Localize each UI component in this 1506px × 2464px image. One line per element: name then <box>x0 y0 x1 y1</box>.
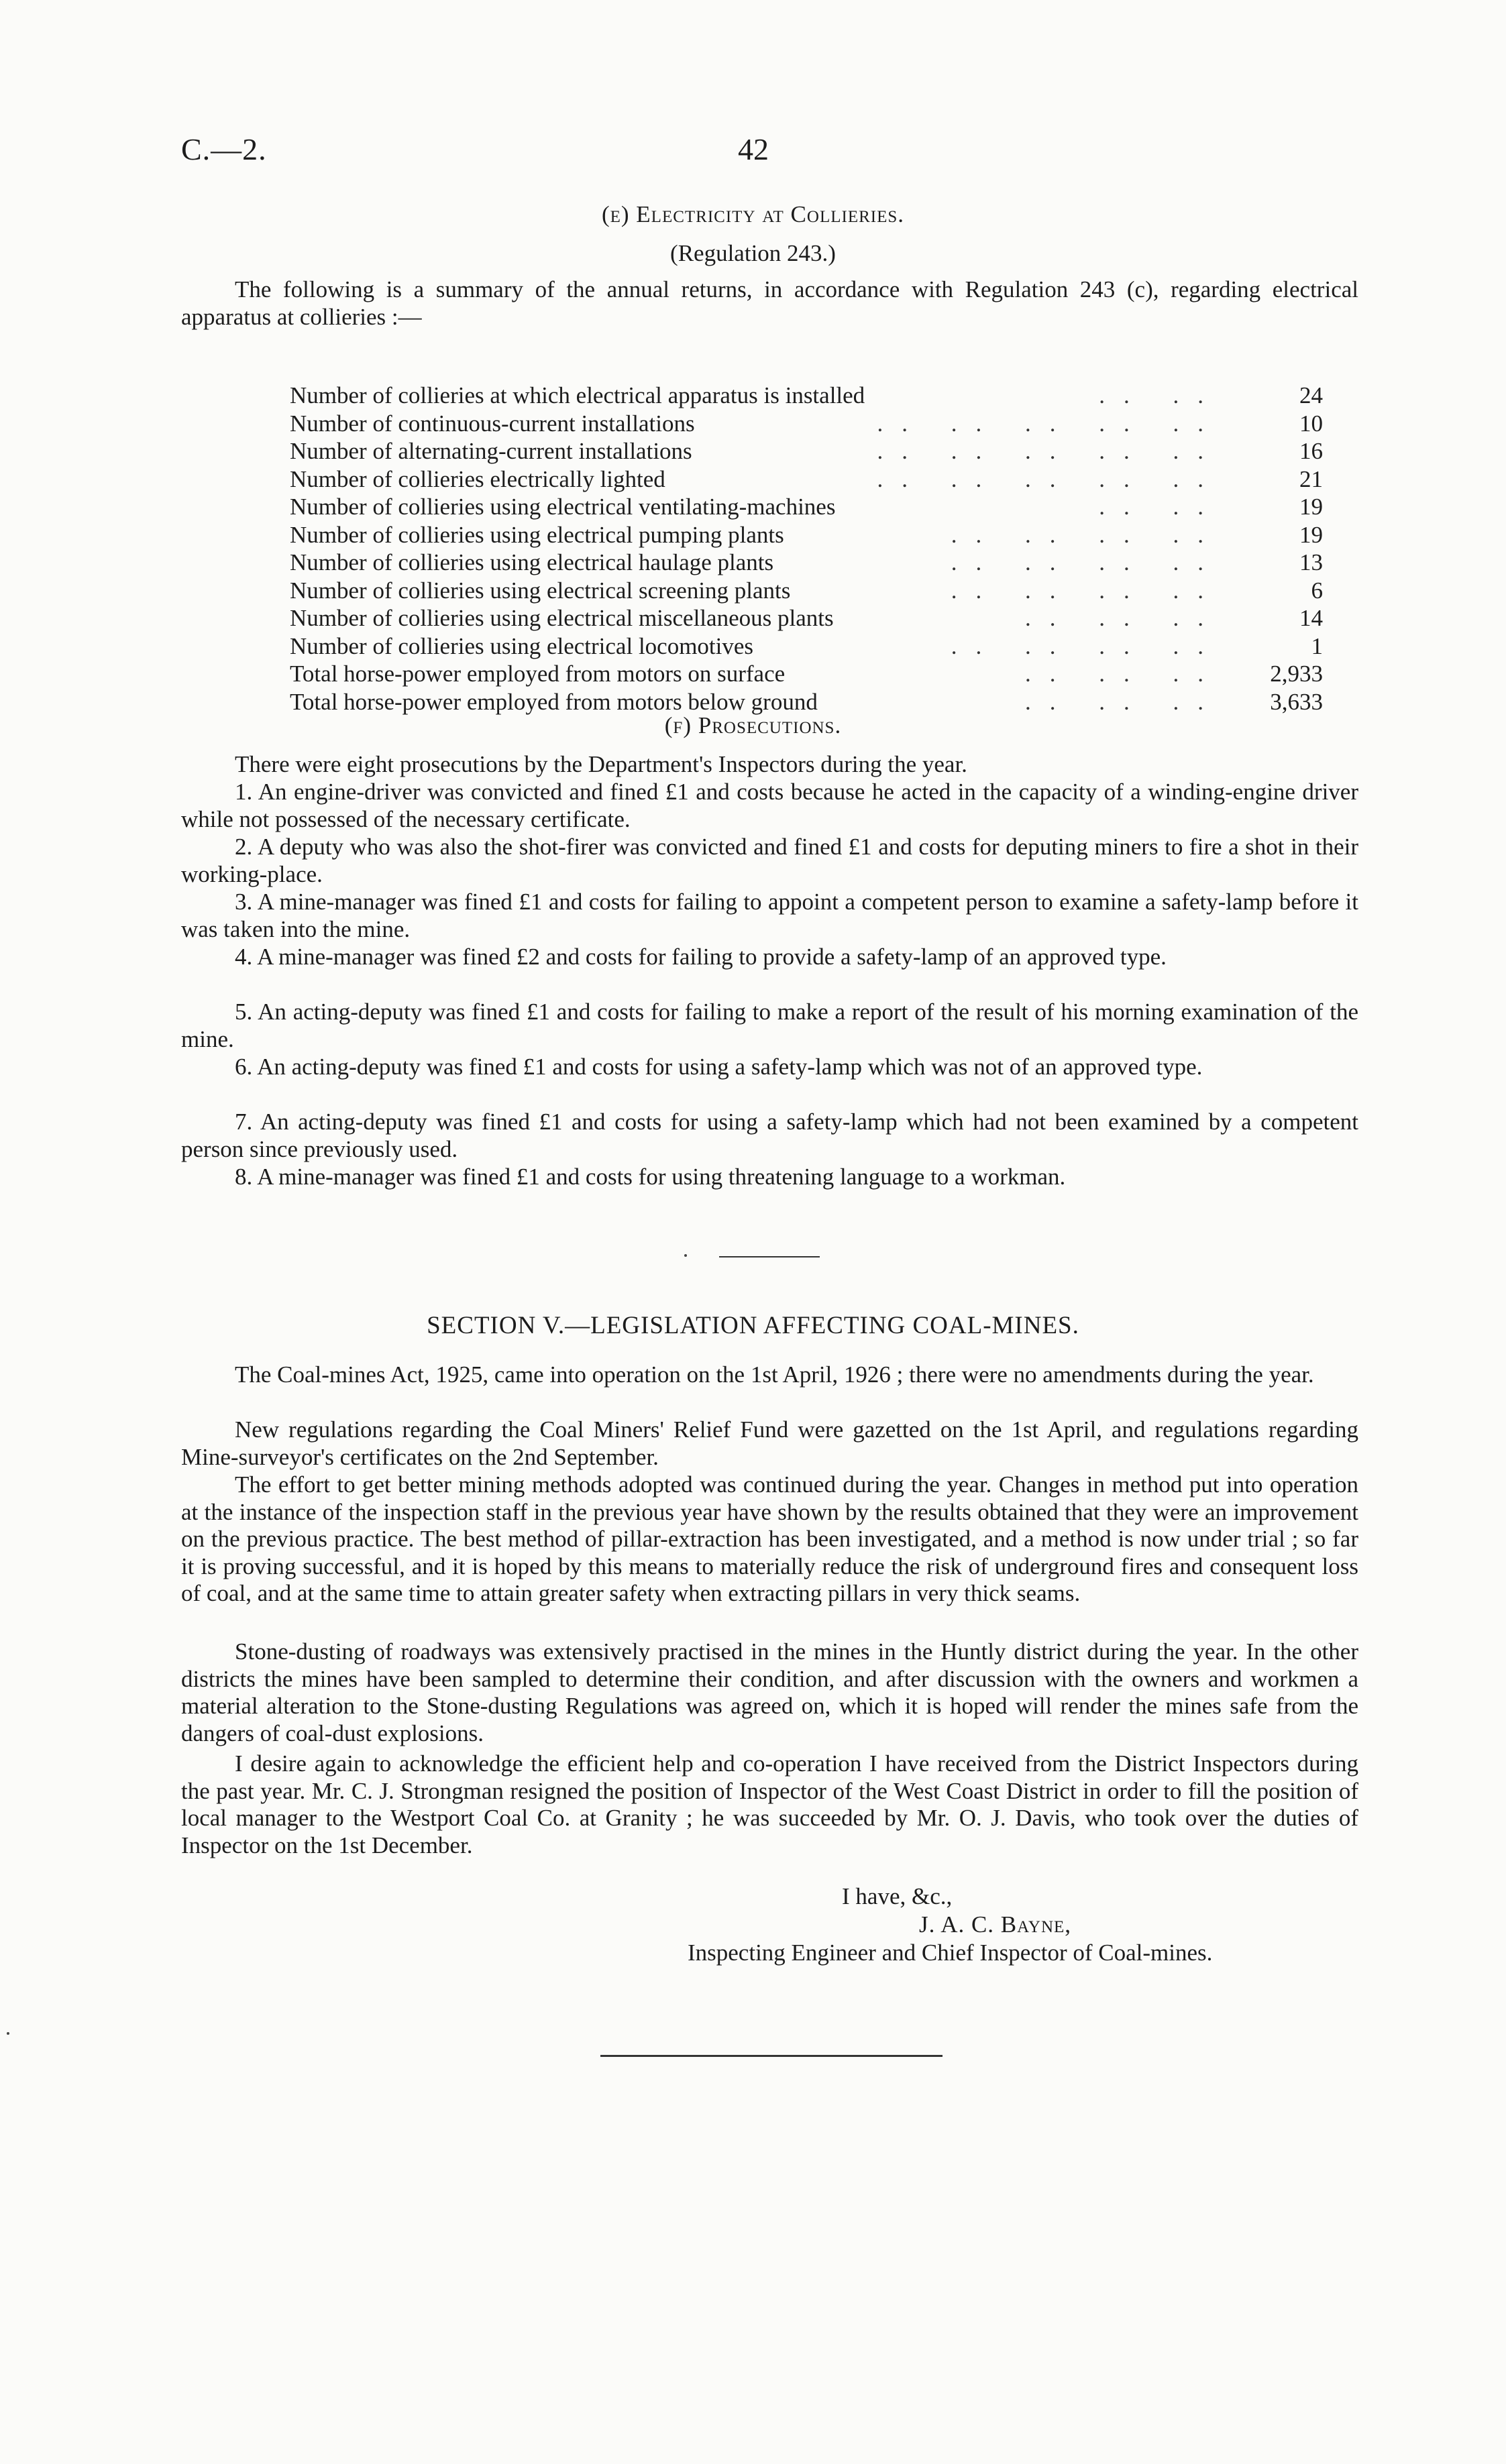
item-value: 19 <box>1299 494 1323 520</box>
electricity-heading: (e) Electricity at Collieries. <box>601 201 905 227</box>
leader-dots: .. .. .. <box>1025 688 1222 715</box>
item-label: Number of continuous-current installations <box>290 410 695 437</box>
list-item <box>290 549 1323 577</box>
prosecution-item: 4. A mine-manager was fined £2 and costs for failing to provide a safety-lamp of an approved type. <box>235 944 1167 970</box>
list-item <box>290 522 1323 550</box>
electricity-intro: The following is a summary of the annual returns, in accordance with Regulation 243 (c), regarding electrical apparatus at collieries :— <box>181 276 1358 330</box>
signature-title: Inspecting Engineer and Chief Inspector of Coal-mines. <box>688 1940 1213 1966</box>
print-speck <box>7 2032 9 2035</box>
page-number: 42 <box>738 132 769 166</box>
list-item <box>290 577 1323 606</box>
item-label: Total horse-power employed from motors on surface <box>290 661 786 687</box>
item-label: Number of collieries using electrical ventilating-machines <box>290 494 836 520</box>
leader-dots: .. .. .. .. .. <box>877 438 1222 464</box>
item-label: Total horse-power employed from motors below ground <box>290 688 818 715</box>
leader-dots: .. .. .. .. <box>951 549 1222 575</box>
legislation-paragraph: New regulations regarding the Coal Miners' Relief Fund were gazetted on the 1st April, and regulations regarding Mine-surveyor's certificates on the 2nd September. <box>181 1416 1358 1470</box>
leader-dots: .. .. .. <box>1025 661 1222 687</box>
legislation-heading: SECTION V.—LEGISLATION AFFECTING COAL-MINES. <box>427 1312 1079 1339</box>
prosecution-item: 6. An acting-deputy was fined £1 and costs for using a safety-lamp which was not of an approved type. <box>235 1054 1203 1080</box>
list-item <box>290 494 1323 522</box>
prosecution-item: 8. A mine-manager was fined £1 and costs for using threatening language to a workman. <box>235 1164 1066 1190</box>
item-label: Number of alternating-current installations <box>290 438 692 464</box>
section-divider <box>719 1256 820 1257</box>
electricity-summary-list <box>290 382 1323 716</box>
item-label: Number of collieries electrically lighted <box>290 465 665 492</box>
legislation-paragraph: The effort to get better mining methods adopted was continued during the year. Changes in method put into operation at the instance of the inspection staff in the previous year have shown by the results obtained that they were an improvement on the previous practice. The best method of pillar-extraction has been investigated, and a method is now under trial ; so far it is proving successful, and it is hoped by this means to materially reduce the risk of underground fires and consequent loss of coal, and at the same time to attain greater safety when extracting pillars in very thick seams. <box>181 1471 1358 1606</box>
item-value: 2,933 <box>1270 661 1323 687</box>
document-code: C.—2. <box>181 132 267 166</box>
legislation-paragraph: The Coal-mines Act, 1925, came into operation on the 1st April, 1926 ; there were no amendments during the year. <box>235 1361 1314 1388</box>
legislation-paragraph: Stone-dusting of roadways was extensively practised in the mines in the Huntly district during the year. In the other districts the mines have been sampled to determine their condition, and after discussion with the owners and workmen a material alteration to the Stone-dusting Regulations was agreed on, which it is hoped will render the mines safe from the dangers of coal-dust explosions. <box>181 1638 1358 1746</box>
leader-dots: .. .. .. .. <box>951 632 1222 659</box>
item-label: Number of collieries at which electrical apparatus is installed <box>290 382 865 408</box>
prosecution-item: 1. An engine-driver was convicted and fined £1 and costs because he acted in the capacity of a winding-engine driver while not possessed of the necessary certificate. <box>181 779 1358 832</box>
leader-dots: .. .. .. <box>1025 605 1222 631</box>
item-value: 19 <box>1299 521 1323 548</box>
prosecutions-intro: There were eight prosecutions by the Department's Inspectors during the year. <box>235 751 967 777</box>
list-item <box>290 410 1323 439</box>
list-item <box>290 605 1323 633</box>
prosecution-item: 5. An acting-deputy was fined £1 and costs for failing to make a report of the result of his morning examination of the mine. <box>181 999 1358 1052</box>
item-value: 13 <box>1299 549 1323 575</box>
item-value: 21 <box>1299 465 1323 492</box>
prosecutions-heading: (f) Prosecutions. <box>664 712 842 738</box>
prosecution-item: 3. A mine-manager was fined £1 and costs for failing to appoint a competent person to examine a safety-lamp before it was taken into the mine. <box>181 889 1358 942</box>
list-item <box>290 438 1323 466</box>
list-item <box>290 633 1323 661</box>
prosecution-item: 7. An acting-deputy was fined £1 and costs for using a safety-lamp which had not been examined by a competent person since previously used. <box>181 1109 1358 1162</box>
item-label: Number of collieries using electrical locomotives <box>290 632 754 659</box>
leader-dots: .. .. .. .. <box>951 577 1222 604</box>
item-label: Number of collieries using electrical haulage plants <box>290 549 774 575</box>
prosecution-item: 2. A deputy who was also the shot-firer was convicted and fined £1 and costs for deputing miners to fire a shot in their working-place. <box>181 834 1358 887</box>
leader-dots: .. .. .. .. .. <box>877 465 1222 492</box>
print-speck <box>684 1254 687 1257</box>
item-value: 1 <box>1311 632 1323 659</box>
item-label: Number of collieries using electrical miscellaneous plants <box>290 605 834 631</box>
list-item <box>290 466 1323 494</box>
leader-dots: .. .. .. .. <box>951 521 1222 548</box>
list-item <box>290 382 1323 410</box>
signature-closing: I have, &c., <box>842 1883 953 1909</box>
leader-dots: .. .. <box>1099 382 1222 408</box>
list-item <box>290 661 1323 689</box>
item-value: 14 <box>1299 605 1323 631</box>
item-label: Number of collieries using electrical screening plants <box>290 577 791 604</box>
item-value: 10 <box>1299 410 1323 437</box>
regulation-subheading: (Regulation 243.) <box>670 240 836 266</box>
page-end-rule <box>600 2055 943 2057</box>
item-value: 3,633 <box>1270 688 1323 715</box>
leader-dots: .. .. .. .. .. <box>877 410 1222 437</box>
legislation-paragraph: I desire again to acknowledge the efficient help and co-operation I have received from the District Inspectors during the past year. Mr. C. J. Strongman resigned the position of Inspector of the West Coast District in order to fill the position of local manager to the Westport Coal Co. at Granity ; he was succeeded by Mr. O. J. Davis, who took over the duties of Inspector on the 1st December. <box>181 1750 1358 1858</box>
item-value: 24 <box>1299 382 1323 408</box>
item-value: 6 <box>1311 577 1323 604</box>
leader-dots: .. .. <box>1099 494 1222 520</box>
signature-name: J. A. C. Bayne, <box>919 1911 1072 1938</box>
item-value: 16 <box>1299 438 1323 464</box>
item-label: Number of collieries using electrical pumping plants <box>290 521 784 548</box>
